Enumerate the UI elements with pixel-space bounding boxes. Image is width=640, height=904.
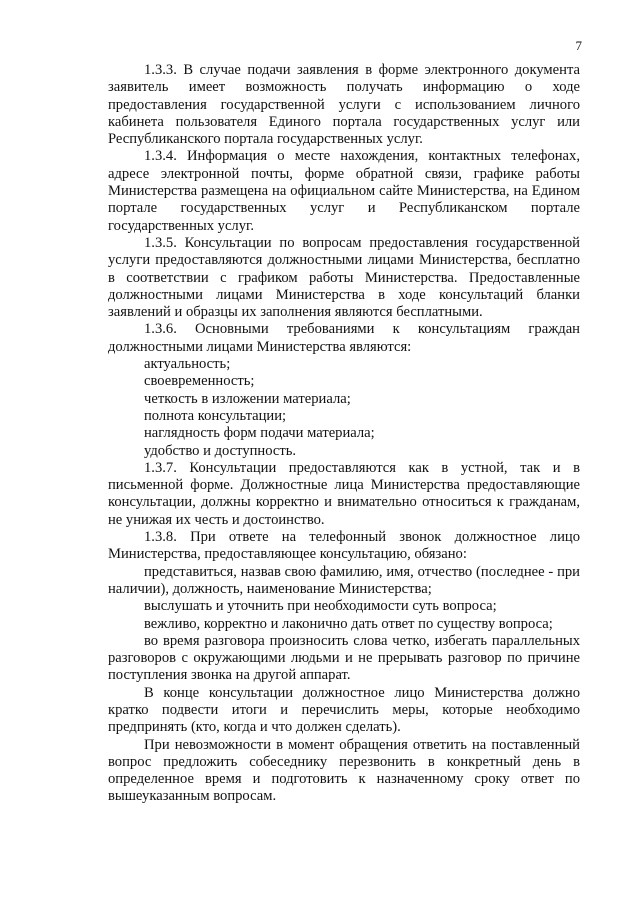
paragraph-1-3-8: 1.3.8. При ответе на телефонный звонок должностное лицо Министерства, предоставляющее консультацию, обязано: bbox=[108, 529, 580, 563]
phone-duty-item: выслушать и уточнить при необходимости суть вопроса; bbox=[144, 598, 497, 615]
phone-duty-item: вежливо, корректно и лаконично дать ответ по существу вопроса; bbox=[144, 615, 553, 632]
requirement-item: полнота консультации; bbox=[144, 407, 287, 424]
document-body bbox=[108, 62, 580, 806]
phone-duty-item: представиться, назвав свою фамилию, имя, отчество (последнее - при наличии), должность, наименование Министерства; bbox=[108, 563, 580, 597]
paragraph-1-3-3: 1.3.3. В случае подачи заявления в форме электронного документа заявитель имеет возможность получать информацию о ходе предоставления государственной услуги с использованием личного кабинета пользователя Единого портала государственных услуг или Республиканского портала государственных услуг. bbox=[108, 62, 580, 148]
page-number: 7 bbox=[575, 38, 582, 53]
requirement-item: наглядность форм подачи материала; bbox=[144, 425, 375, 442]
paragraph-1-3-6: 1.3.6. Основными требованиями к консультациям граждан должностными лицами Министерства являются: bbox=[108, 321, 580, 355]
paragraph-consultation-end: В конце консультации должностное лицо Министерства должно кратко подвести итоги и перечислить меры, которые необходимо предпринять (кто, когда и что должен сделать). bbox=[108, 684, 580, 736]
paragraph-1-3-4: 1.3.4. Информация о месте нахождения, контактных телефонах, адресе электронной почты, форме обратной связи, графике работы Министерства размещена на официальном сайте Министерства, на Едином портале государственных услуг и Республиканском портале государственных услуг. bbox=[108, 148, 580, 234]
requirement-item: актуальность; bbox=[144, 356, 231, 373]
paragraph-callback: При невозможности в момент обращения ответить на поставленный вопрос предложить собеседнику перезвонить в конкретный день в определенное время и подготовить к назначенному сроку ответ по вышеуказанным вопросам. bbox=[108, 736, 580, 805]
requirement-item: четкость в изложении материала; bbox=[144, 390, 351, 407]
phone-duty-item: во время разговора произносить слова четко, избегать параллельных разговоров с окружающими людьми и не прерывать разговор по причине поступления звонка на другой аппарат. bbox=[108, 632, 580, 684]
requirement-item: своевременность; bbox=[144, 373, 255, 390]
paragraph-1-3-7: 1.3.7. Консультации предоставляются как в устной, так и в письменной форме. Должностные лица Министерства предоставляющие консультации, должны корректно и внимательно относиться к гражданам, не унижая их честь и достоинство. bbox=[108, 459, 580, 528]
requirement-item: удобство и доступность. bbox=[144, 442, 297, 459]
paragraph-1-3-5: 1.3.5. Консультации по вопросам предоставления государственной услуги предоставляются должностными лицами Министерства, бесплатно в соответствии с графиком работы Министерства. Предоставленные должностными лицами Министерства в ходе консультаций бланки заявлений и образцы их заполнения являются бесплатными. bbox=[108, 234, 580, 321]
